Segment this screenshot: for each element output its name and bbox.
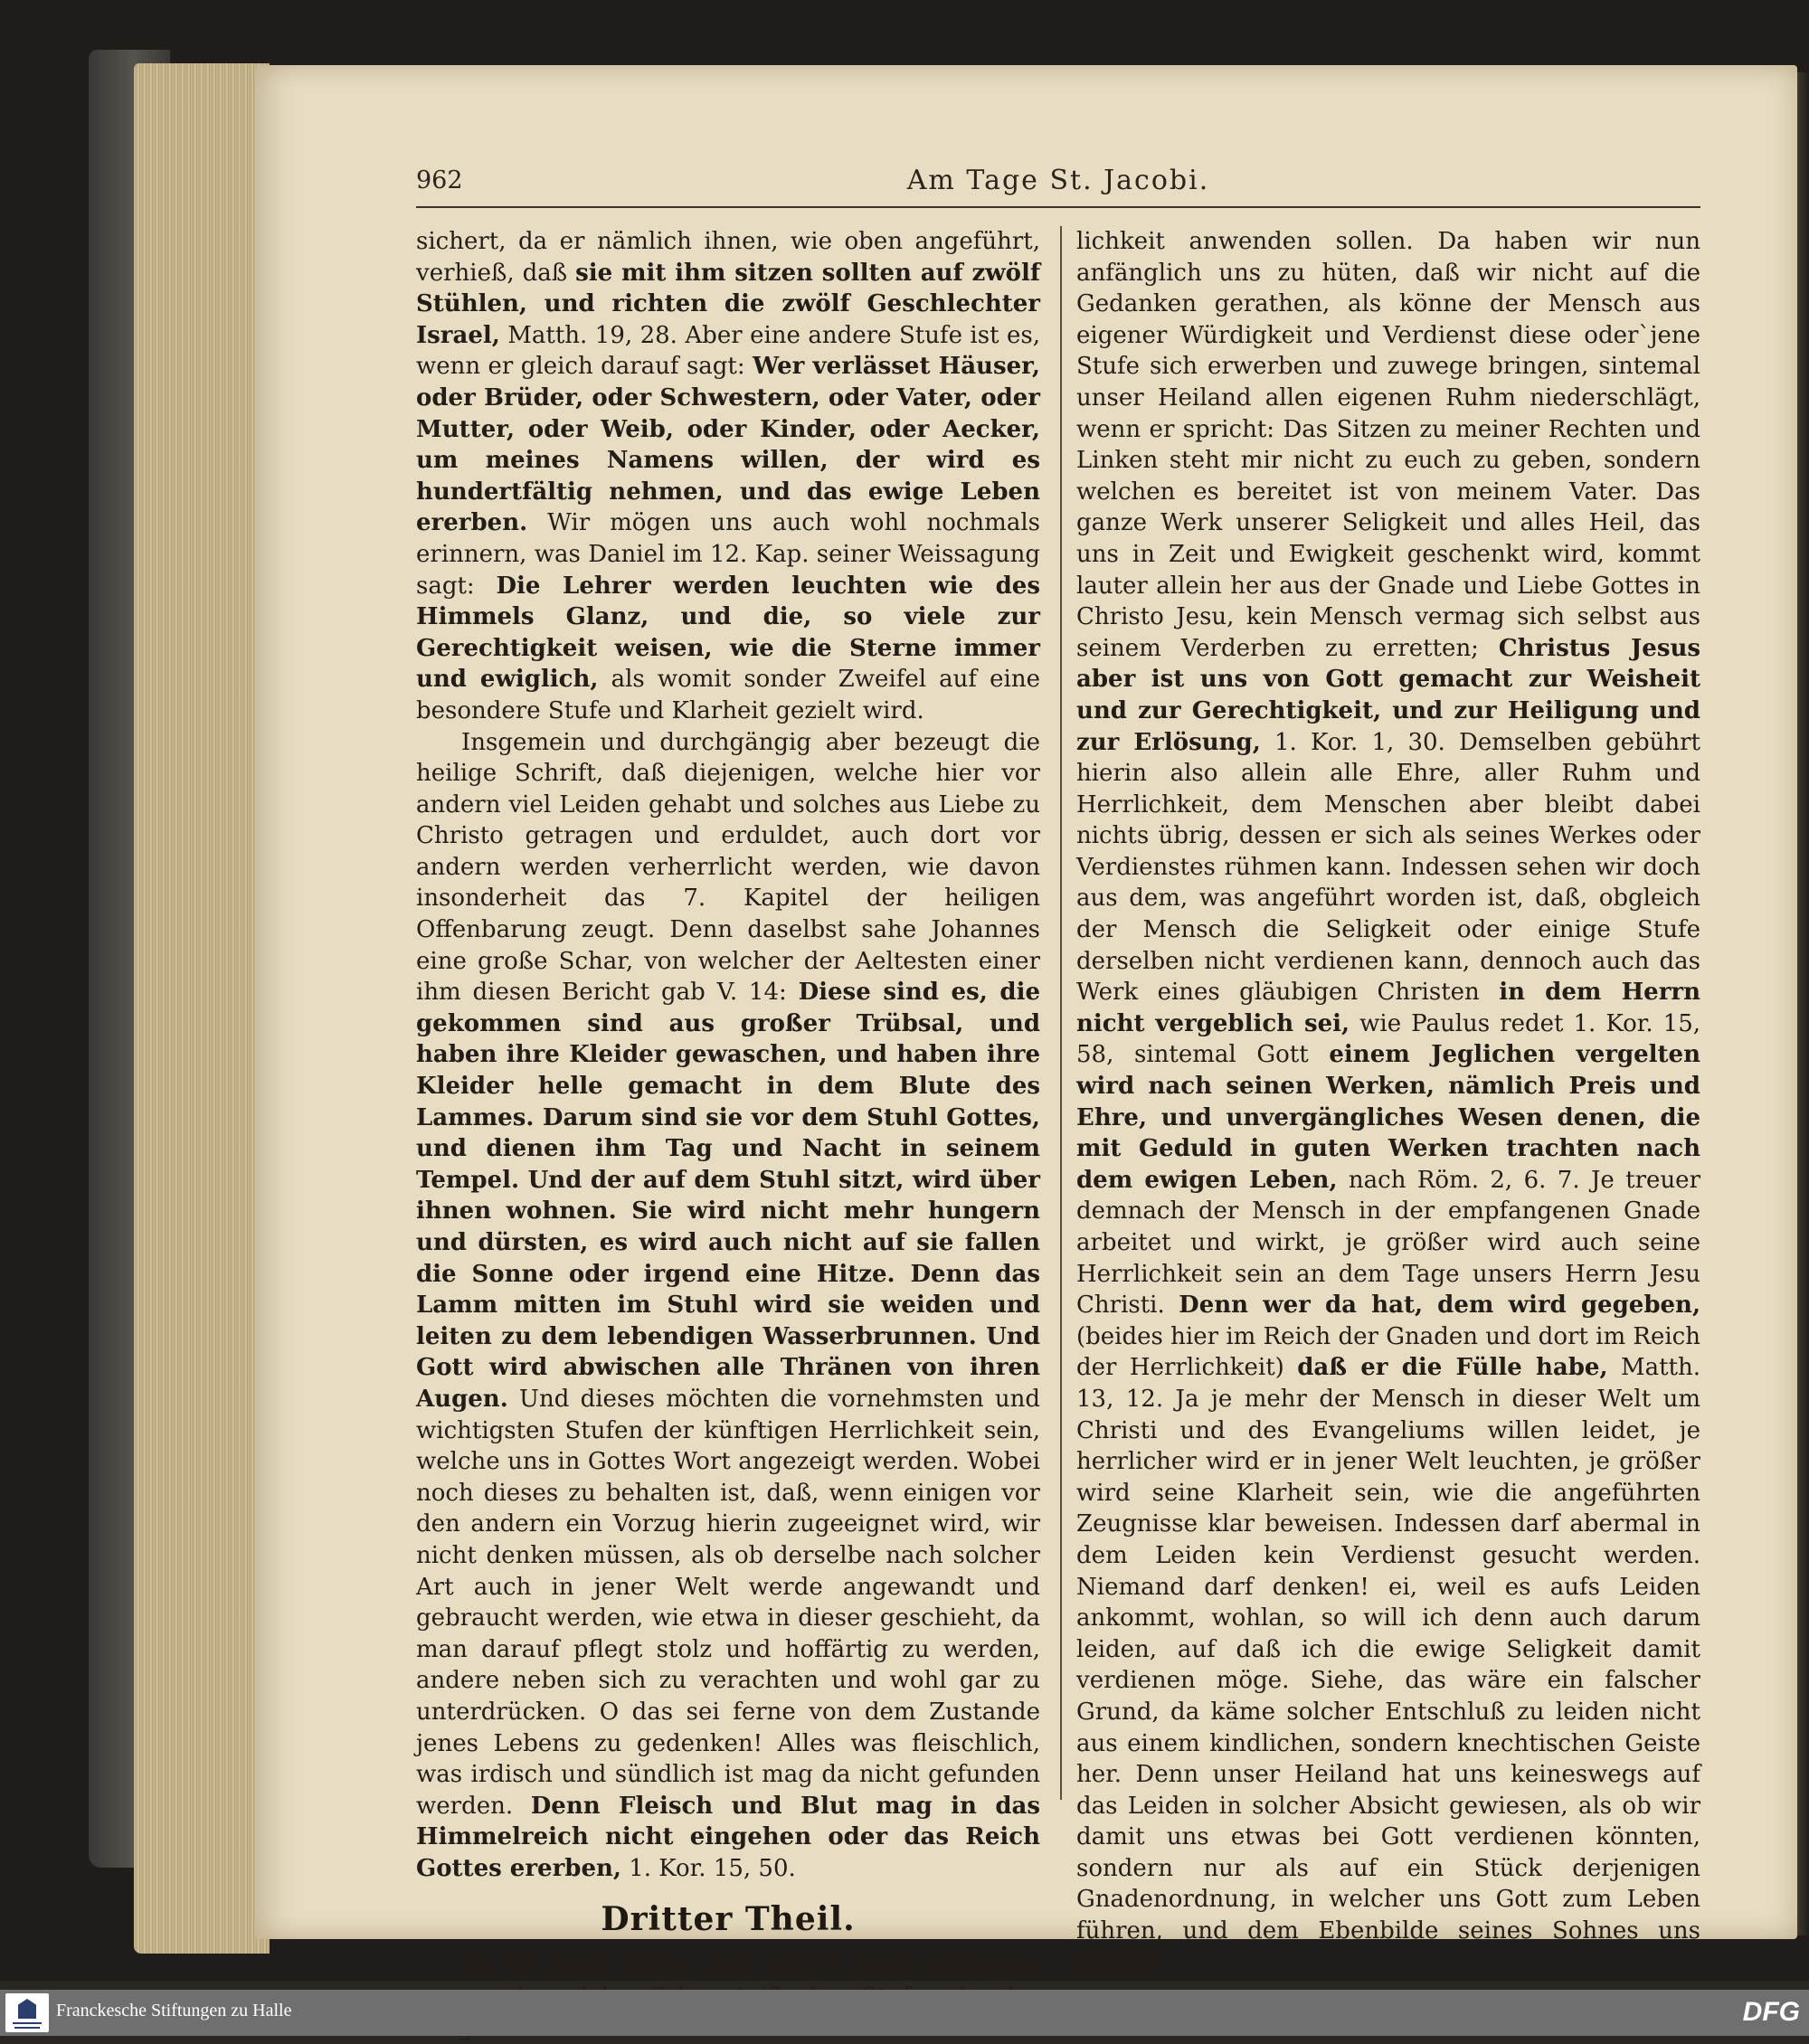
body-text: (beides hier im Reich der Gnaden und dort im Reich der Herrlichkeit) <box>1076 1322 1700 1382</box>
emphasized-scripture-text: Die Lehrer werden leuchten wie des Himmels Glanz, und die, so viele zur Gerechtigkeit weisen, wie die Sterne immer und ewiglich, <box>416 572 1040 694</box>
franckesche-stiftungen-logo-icon[interactable] <box>5 1993 49 2032</box>
body-text: Es ist noch übrig, daß wir 3. auch erwägen, <box>461 1952 1040 1980</box>
body-text: 1. Kor. 15, 50. <box>620 1854 796 1882</box>
emphasized-scripture-text: Diese sind es, die gekommen sind aus großer Trübsal, und haben ihre Kleider gewaschen, und haben ihre Kleider helle gemacht in dem Blute des Lammes. Darum sind sie vor dem Stuhl Gottes, und dienen ihm Tag und Nacht in seinem Tempel. Und der auf dem Stuhl sitzt, wird über ihnen wohnen. Sie wird nicht mehr hungern und dürsten, es wird auch nicht auf sie fallen die Sonne oder irgend eine Hitze. Denn das Lamm mitten im Stuhl wird sie weiden und leiten zu dem lebendigen Wasserbrunnen. Und Gott wird abwischen alle Thränen von ihren Augen. <box>416 979 1040 1413</box>
emphasized-scripture-text: sie mit ihm sitzen sollten auf zwölf Stühlen, und richten die zwölf Geschlechter Israel, <box>416 259 1041 349</box>
body-text: Insgemein und durchgängig aber bezeugt die heilige Schrift, daß diejenigen, welche hier vor andern viel Leiden gehabt und solches aus Liebe zu Christo getragen und erduldet, auch dort vor andern werden verherrlicht werden, wie davon insonderheit das 7. Kapitel der heiligen Offenbarung zeugt. Denn daselbst sahe Johannes eine große Schar, von welcher der Aeltesten einer ihm diesen Bericht gab V. 14: <box>416 728 1040 1007</box>
body-text: nach Röm. 2, 6. 7. Je treuer demnach der Mensch in der empfangenen Gnade arbeitet und wirkt, je größer wird auch seine Herrlichkeit sein an dem Tage unsers Herrn Jesu Christi. <box>1076 1166 1700 1320</box>
paragraph <box>1076 226 1700 1978</box>
right-column <box>1076 226 1700 1978</box>
body-text: Wir mögen uns auch wohl nochmals erinnern, was Daniel im 12. Kap. seiner Weissagung sagt: <box>416 509 1040 600</box>
body-text: Matth. 13, 12. Ja je mehr der Mensch in dieser Welt um Christi und des Evangeliums willen leidet, je herrlicher wird er in jener Welt leuchten, je größer wird seine Klarheit sein, wie die angeführten Zeugnisse klar beweisen. Indessen darf abermal in dem Leiden kein Verdienst gesucht werden. Niemand darf denken! ei, weil es aufs Leiden ankommt, wohlan, so will ich denn auch darum leiden, auf daß ich die ewige Seligkeit damit verdienen möge. Siehe, das wäre ein falscher Grund, da käme solcher Entschluß zu leiden nicht aus einem kindlichen, sondern knechtischen Geiste her. Denn unser Heiland hat uns keineswegs auf das Leiden in solcher Absicht gewiesen, als ob wir damit uns etwas bei Gott verdienen könnten, sondern nur als auf ein Stück derjenigen Gnadenordnung, in welcher uns Gott zum Leben führen, und dem Ebenbilde seines Sohnes uns gleich- <box>1076 1354 1700 1976</box>
page-edges <box>134 63 270 1954</box>
dfg-logo[interactable]: DFG <box>1742 1997 1800 2027</box>
paragraph <box>416 727 1040 1885</box>
body-text: lichkeit anwenden sollen. Da haben wir nun anfänglich uns zu hüten, daß wir nicht auf die Gedanken gerathen, als könne der Mensch aus eigener Würdigkeit und Verdienst diese oder`jene Stufe sich erwerben und zuwege bringen, sintemal unser Heiland allen eigenen Ruhm niederschlägt, wenn er spricht: Das Sitzen zu meiner Rechten und Linken steht mir nicht zu euch zu geben, sondern welchen es bereitet ist von meinem Vater. Das ganze Werk unserer Seligkeit und alles Heil, das uns in Zeit und Ewigkeit geschenkt wird, kommt lauter allein her aus der Gnade und Liebe Gottes in Christo Jesu, kein Mensch vermag sich selbst aus seinem Verderben zu erretten; <box>1076 228 1700 662</box>
emphasized-scripture-text: einem Jeglichen vergelten wird nach seinen Werken, nämlich Preis und Ehre, und unvergängliches Wesen denen, die mit Geduld in guten Werken trachten nach dem ewigen Leben, <box>1076 1041 1701 1194</box>
section-heading: Dritter Theil. <box>601 1900 856 1939</box>
body-text: Und dieses möchten die vornehmsten und wichtigsten Stufen der künftigen Herrlichkeit sein, welche uns in Gottes Wort angezeigt werden. Wobei noch dieses zu behalten ist, daß, wenn einigen vor den andern ein Vorzug hierin zugeeignet wird, wir nicht denken müssen, als ob derselbe nach solcher Art auch in jener Welt werde angewandt und gebraucht werden, wie etwa in dieser geschieht, da man darauf pflegt stolz und hoffärtig zu werden, andere neben sich zu verachten und wohl gar zu unterdrücken. O das sei ferne von dem Zustande jenes Lebens zu gedenken! Alles was fleischlich, was irdisch und sündlich ist mag da nicht gefunden werden. <box>416 1385 1040 1820</box>
body-text: Matth. 19, 28. Aber eine andere Stufe ist es, wenn er gleich darauf sagt: <box>416 321 1040 381</box>
emphasized-scripture-text: Christus Jesus aber ist uns von Gott gemacht zur Weisheit und zur Gerechtigkeit, und zur Heiligung und zur Erlösung, <box>1076 634 1700 756</box>
body-text: sichert, da er nämlich ihnen, wie oben angeführt, verhieß, daß <box>416 228 1040 287</box>
institution-name[interactable]: Franckesche Stiftungen zu Halle <box>56 2001 292 2020</box>
paragraph <box>416 226 1040 727</box>
emphasized-scripture-text: daß er die Fülle habe, <box>1297 1354 1608 1382</box>
viewer-footer <box>0 1990 1809 2036</box>
left-column <box>416 226 1040 2044</box>
emphasized-scripture-text: Denn wer da hat, dem wird gegeben, <box>1179 1292 1700 1320</box>
emphasized-scripture-text: Wer verlässet Häuser, oder Brüder, oder Schwestern, oder Vater, oder Mutter, oder Weib, oder Kinder, oder Aecker, um meines Namens willen, der wird es hundertfältig nehmen, und das ewige Leben ererben. <box>416 353 1040 537</box>
body-text: wie Paulus redet 1. Kor. 15, 58, sintemal Gott <box>1076 1009 1700 1069</box>
emphasized-scripture-text: Denn Fleisch und Blut mag in das Himmelreich nicht eingehen oder das Reich Gottes ererben, <box>416 1792 1040 1882</box>
body-text: als womit sonder Zweifel auf eine besondere Stufe und Klarheit gezielt wird. <box>416 666 1040 724</box>
emphasized-scripture-text: in dem Herrn nicht vergeblich sei, <box>1076 979 1700 1037</box>
page-header <box>416 161 1700 208</box>
column-divider <box>1060 226 1062 1800</box>
body-text: 1. Kor. 1, 30. Demselben gebührt hierin also allein alle Ehre, aller Ruhm und Herrlichkeit, dem Menschen aber bleibt dabei nichts übrig, dessen er sich als seines Werkes oder Verdienstes rühmen kann. Indessen sehen wir doch aus dem, was angeführt worden ist, daß, obgleich der Mensch die Seligkeit oder einige Stufe derselben nicht verdienen kann, dennoch auch das Werk eines gläubigen Christen <box>1076 728 1701 1007</box>
page-number: 962 <box>416 166 463 194</box>
running-title: Am Tage St. Jacobi. <box>906 165 1210 196</box>
